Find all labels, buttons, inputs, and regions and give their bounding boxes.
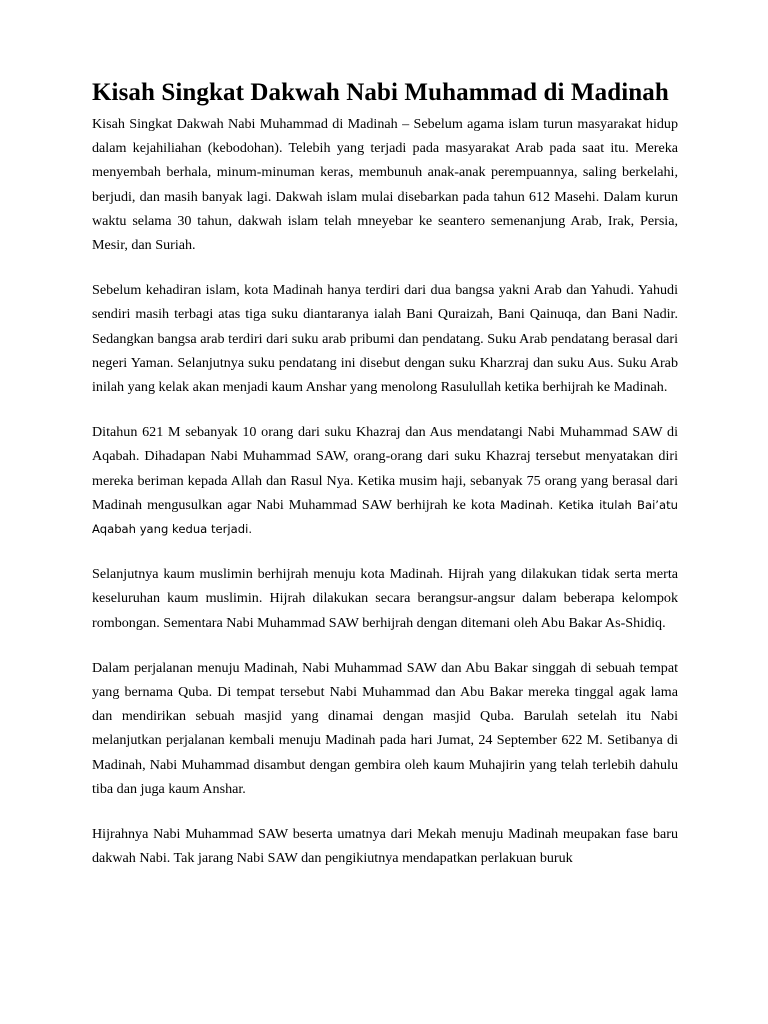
paragraph-intro: Kisah Singkat Dakwah Nabi Muhammad di Madinah – Sebelum agama islam turun masyarakat hidup dalam kejahiliahan (kebodohan). Telebih yang terjadi pada masyarakat Arab pada saat itu. Mereka menyembah berhala, minum-minuman keras, membunuh anak-anak perempuannya, saling berkelahi, berjudi, dan masih banyak lagi. Dakwah islam mulai disebarkan pada tahun 612 Masehi. Dalam kurun waktu selama 30 tahun, dakwah islam telah mneyebar ke seantero semenanjung Arab, Irak, Persia, Mesir, dan Suriah.	[92, 116, 678, 254]
document-page	[92, 72, 678, 891]
paragraph-new-phase: Hijrahnya Nabi Muhammad SAW beserta umatnya dari Mekah menuju Madinah meupakan fase baru dakwah Nabi. Tak jarang Nabi SAW dan pengikiutnya mendapatkan perlakuan buruk	[92, 826, 678, 867]
paragraph-hijrah: Selanjutnya kaum muslimin berhijrah menuju kota Madinah. Hijrah yang dilakukan tidak serta merta keseluruhan kaum muslimin. Hijrah dilakukan secara berangsur-angsur dalam beberapa kelompok rombongan. Sementara Nabi Muhammad SAW berhijrah dengan ditemani oleh Abu Bakar As-Shidiq.	[92, 566, 678, 631]
document-title: Kisah Singkat Dakwah Nabi Muhammad di Madinah	[92, 79, 669, 106]
paragraph-madinah-before-islam: Sebelum kehadiran islam, kota Madinah hanya terdiri dari dua bangsa yakni Arab dan Yahudi. Yahudi sendiri masih terbagi atas tiga suku diantaranya ialah Bani Quraizah, Bani Qainuqa, dan Bani Nadir. Sedangkan bangsa arab terdiri dari suku arab pribumi dan pendatang. Suku Arab pendatang berasal dari negeri Yaman. Selanjutnya suku pendatang ini disebut dengan suku Kharzraj dan suku Aus. Suku Arab inilah yang kelak akan menjadi kaum Anshar yang menolong Rasulullah ketika berhijrah ke Madinah.	[92, 282, 678, 396]
paragraph-aqabah	[92, 420, 678, 541]
paragraph-quba: Dalam perjalanan menuju Madinah, Nabi Muhammad SAW dan Abu Bakar singgah di sebuah tempat yang bernama Quba. Di tempat tersebut Nabi Muhammad dan Abu Bakar mereka tinggal agak lama dan mendirikan sebuah masjid yang dinamai dengan masjid Quba. Barulah setelah itu Nabi melanjutkan perjalanan kembali menuju Madinah pada hari Jumat, 24 September 622 M. Setibanya di Madinah, Nabi Muhammad disambut dengan gembira oleh kaum Muhajirin yang telah terlebih dahulu tiba dan juga kaum Anshar.	[92, 659, 678, 797]
paragraph-aqabah-main: Ditahun 621 M sebanyak 10 orang dari suku Khazraj dan Aus mendatangi Nabi Muhammad SAW di Aqabah. Dihadapan Nabi Muhammad SAW, orang-orang dari suku Khazraj tersebut menyatakan diri mereka beriman kepada Allah dan Rasul Nya. Ketika musim haji, sebanyak 75 orang yang berasal dari Madinah mengusulkan agar Nabi Muhammad SAW berhijrah ke kota	[92, 424, 678, 513]
paragraph-aqabah-tail: Madinah. Ketika itulah Bai’atu Aqabah yang kedua terjadi.	[92, 497, 678, 537]
